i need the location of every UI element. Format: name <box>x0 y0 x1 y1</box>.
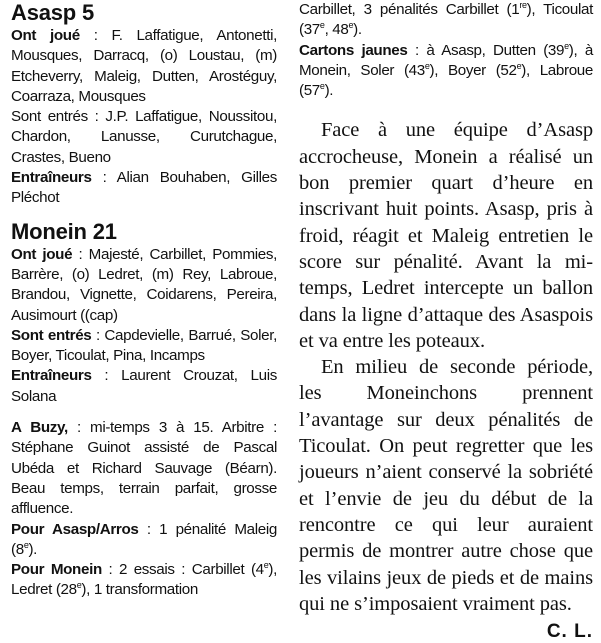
asasp-ont-joue <box>11 26 277 107</box>
match-buzy-label: A Buzy, <box>11 419 68 437</box>
monein-entraineurs-text: : Laurent Crouzat, Luis Solana <box>11 367 277 405</box>
sup-e: e <box>348 20 354 31</box>
monein-ont-joue-label: Ont joué <box>11 245 73 263</box>
asasp-title: Asasp 5 <box>11 0 94 25</box>
pour-monein-label: Pour Monein <box>11 561 102 579</box>
monein-sont-entres-label: Sont entrés <box>11 326 92 344</box>
cartons-text: ), Boyer (52 <box>429 61 517 79</box>
pour-asasp-text: : 1 pénalité Maleig (8 <box>11 520 277 558</box>
right-column <box>299 0 593 643</box>
asasp-ont-joue-label: Ont joué <box>11 27 80 44</box>
left-column <box>11 0 277 601</box>
sup-e: e <box>319 81 325 92</box>
sup-e: e <box>564 40 569 51</box>
score-text: Carbillet, 3 pénalités Carbillet (1 <box>299 1 520 18</box>
cartons-text: ). <box>324 82 334 100</box>
pour-asasp-end: ). <box>28 540 38 558</box>
sup-e: e <box>23 539 29 550</box>
cartons-text: ), à Monein, Soler (43 <box>299 41 593 79</box>
pour-monein-text: ), Ledret (28 <box>11 561 277 599</box>
monein-ont-joue <box>11 245 277 326</box>
author-signature: C. L. <box>546 621 593 643</box>
pour-monein <box>11 560 277 601</box>
score-continuation <box>299 0 593 41</box>
sup-e: e <box>263 560 269 571</box>
score-text: , 48 <box>324 21 349 39</box>
match-buzy <box>11 418 277 519</box>
sup-re: re <box>519 0 527 10</box>
cartons-text: ), Labroue (57 <box>299 61 593 100</box>
score-text: ), Ticoulat (37 <box>299 1 593 39</box>
monein-entraineurs <box>11 366 277 407</box>
cartons-label: Cartons jaunes <box>299 41 408 59</box>
pour-monein-text: : 2 essais : Carbillet (4 <box>101 561 264 579</box>
pour-asasp <box>11 520 277 561</box>
monein-sont-entres-text: : Capdevielle, Barrué, Soler, Boyer, Ticoulat, Pina, Incamps <box>11 326 277 365</box>
monein-ont-joue-text: : Majesté, Carbillet, Pommies, Barrère, (o) Ledret, (m) Rey, Labroue, Brandou, Vignette, Coidarens, Pereira, Ausimourt ((cap) <box>11 245 277 324</box>
asasp-ont-joue-text: : F. Laffatigue, Antonetti, Mousques, Darracq, (o) Loustau, (m) Etcheverry, Maleig, Dutten, Arostéguy, Coarraza, Mousques <box>11 27 277 105</box>
monein-sont-entres <box>11 326 277 367</box>
monein-entraineurs-label: Entraîneurs <box>11 367 92 385</box>
spacer <box>11 407 277 418</box>
article-paragraph-1: Face à une équipe d’Asasp accrocheuse, Monein a réalisé un bon premier quart d’heure en inscrivant huit points. Asasp, pris à froid, réagit et Maleig entretien le score sur pénalité. Avant la mi-temps, Ledret intercepte un ballon dans la ligne d’attaque des Asaspois et va entre les poteaux. <box>299 119 593 352</box>
sup-e: e <box>76 580 82 591</box>
article-paragraph-2: En milieu de seconde période, les Moneinchons prennent l’avantage sur deux pénalités de Ticoulat. On peut regretter que les joueurs n’aient conservé la sobriété et l’envie de jeu du début de la rencontre ce qui leur auraient permis de montrer autre chose que les vilains jeux de pieds et de mains qui ne s’imposaient vraiment pas. <box>299 356 593 615</box>
pour-monein-text: ), 1 transformation <box>81 581 198 599</box>
cartons-jaunes <box>299 41 593 102</box>
asasp-entraineurs-text: : Alian Bouhaben, Gilles Pléchot <box>11 169 277 207</box>
spacer <box>299 101 593 117</box>
asasp-entraineurs-label: Entraîneurs <box>11 169 92 187</box>
monein-title: Monein 21 <box>11 218 117 244</box>
score-text: ). <box>353 21 362 39</box>
match-buzy-text: : mi-temps 3 à 15. Arbitre : Stéphane Guinot assisté de Pascal Ubéda et Richard Sauvage (Béarn). Beau temps, terrain parfait, grosse affluence. <box>11 419 277 518</box>
asasp-sont-entres: Sont entrés : J.P. Laffatigue, Noussitou, Chardon, Lanusse, Curutchague, Crastes, Bueno <box>11 108 277 166</box>
cartons-text: : à Asasp, Dutten (39 <box>407 41 565 59</box>
pour-asasp-label: Pour Asasp/Arros <box>11 520 139 538</box>
sup-e: e <box>319 20 325 31</box>
sup-e: e <box>516 60 522 71</box>
sup-e: e <box>424 60 430 71</box>
asasp-entraineurs <box>11 168 277 209</box>
